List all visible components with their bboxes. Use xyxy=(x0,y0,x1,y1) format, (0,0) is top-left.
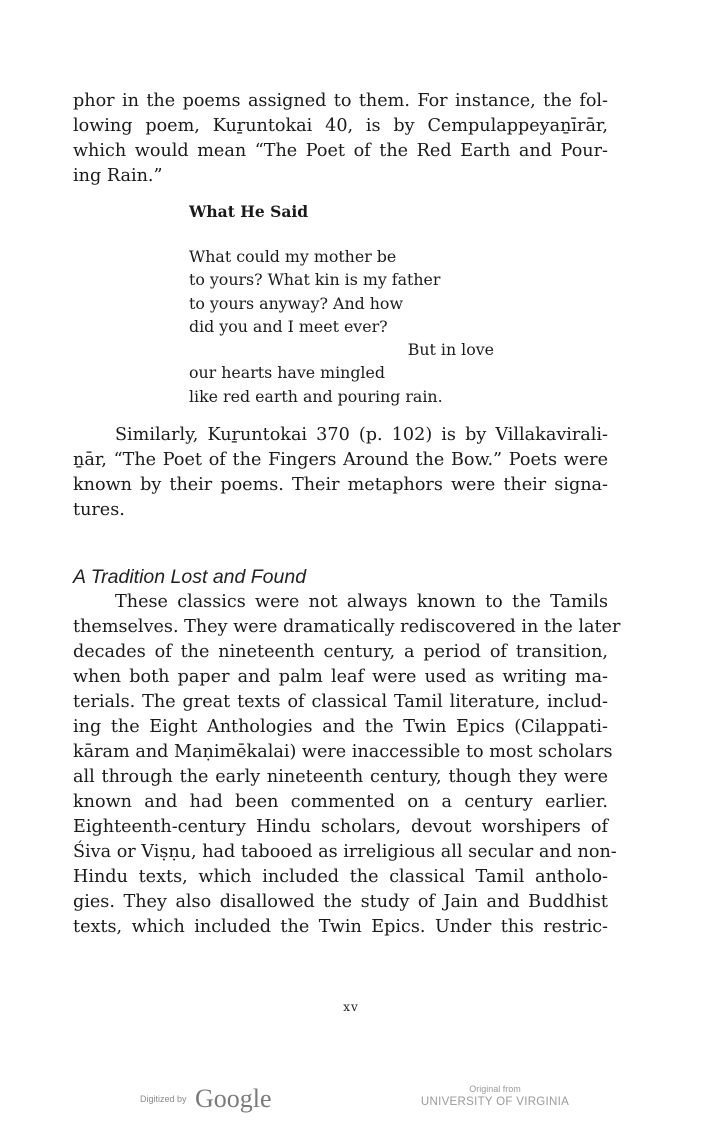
section-line-9: known and had been commented on a century earlier. xyxy=(73,792,608,812)
poem-line-6: our hearts have mingled xyxy=(189,363,385,383)
intro-paragraph xyxy=(73,89,608,189)
poem-line-1: What could my mother be xyxy=(189,247,397,266)
intro-line-4: ing Rain.” xyxy=(73,166,163,186)
page-number: xv xyxy=(343,1000,359,1014)
section-paragraph xyxy=(73,590,621,940)
intro-line-3: which would mean “The Poet of the Red Earth and Pour- xyxy=(73,141,608,161)
original-from-watermark xyxy=(420,1084,570,1109)
poem-line-7: like red earth and pouring rain. xyxy=(189,386,443,406)
section-line-8: all through the early nineteenth century, though they were xyxy=(73,767,608,787)
section-line-13: gies. They also disallowed the study of Jain and Buddhist xyxy=(73,892,608,912)
digitized-by-label: Digitized by xyxy=(140,1094,187,1104)
section-heading: A Tradition Lost and Found xyxy=(73,566,307,588)
poem xyxy=(189,245,509,408)
poem-line-4: did you and I meet ever? xyxy=(189,316,388,336)
poem-line-5: But in love xyxy=(407,340,494,360)
poem-line-3: to yours anyway? And how xyxy=(189,293,403,313)
second-paragraph xyxy=(73,423,608,523)
google-logo: Google xyxy=(194,1084,272,1113)
section-line-5: terials. The great texts of classical Tamil literature, includ- xyxy=(73,692,608,712)
intro-line-1: phor in the poems assigned to them. For instance, the fol- xyxy=(73,91,608,111)
section-line-10: Eighteenth-century Hindu scholars, devout worshipers of xyxy=(73,817,608,837)
section-line-4: when both paper and palm leaf were used as writing ma- xyxy=(73,667,608,687)
second-line-3: known by their poems. Their metaphors were their signa- xyxy=(73,475,608,495)
section-line-12: Hindu texts, which included the classical Tamil antholo- xyxy=(73,867,608,887)
second-line-2: ṉār, “The Poet of the Fingers Around the Bow.” Poets were xyxy=(73,450,608,470)
second-line-1: Similarly, Kuṟuntokai 370 (p. 102) is by Villakavirali- xyxy=(115,425,608,445)
intro-line-2: lowing poem, Kuṟuntokai 40, is by Cempulappeyaṉīrār, xyxy=(73,116,608,136)
original-from-label: Original from xyxy=(469,1084,521,1094)
poem-line-2: to yours? What kin is my father xyxy=(189,270,441,290)
second-line-4: tures. xyxy=(73,500,125,520)
digitized-by-google-watermark xyxy=(140,1084,272,1114)
section-line-2: themselves. They were dramatically rediscovered in the later xyxy=(73,617,621,637)
section-line-3: decades of the nineteenth century, a period of transition, xyxy=(73,642,608,662)
section-line-11: Śiva or Viṣṇu, had tabooed as irreligious all secular and non- xyxy=(73,842,617,862)
section-line-7: kāram and Maṇimēkalai) were inaccessible to most scholars xyxy=(73,742,613,762)
section-line-14: texts, which included the Twin Epics. Under this restric- xyxy=(73,917,608,937)
university-label: UNIVERSITY OF VIRGINIA xyxy=(420,1096,570,1108)
poem-title: What He Said xyxy=(189,202,309,221)
section-line-6: ing the Eight Anthologies and the Twin Epics (Cilappati- xyxy=(73,717,608,737)
section-line-1: These classics were not always known to the Tamils xyxy=(115,592,608,612)
